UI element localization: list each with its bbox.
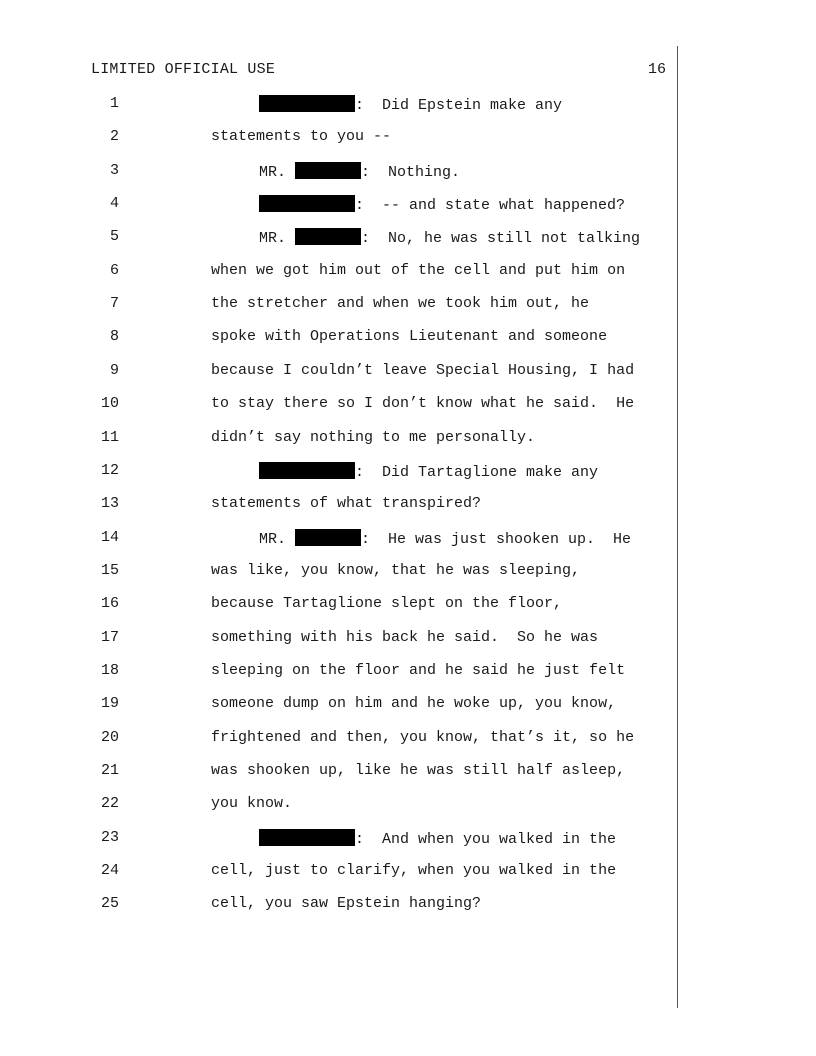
line-content: was like, you know, that he was sleeping, [211,561,581,579]
line-text [211,862,616,879]
transcript-line [0,195,670,215]
line-text [211,562,580,579]
line-content: because Tartaglione slept on the floor, [211,595,563,613]
line-text [259,162,460,181]
line-content: because I couldn’t leave Special Housing, I had [211,361,635,379]
transcript-line [0,362,670,382]
transcript-line [0,562,670,582]
line-content: something with his back he said. So he was [211,628,599,646]
redaction-box [295,228,361,245]
line-text [211,395,634,412]
line-number: 1 [109,95,119,112]
transcript-line [0,662,670,682]
line-content: : No, he was still not talking [361,230,641,248]
line-text [211,495,481,512]
line-content: : -- and state what happened? [355,197,626,215]
line-content: : Nothing. [361,163,461,181]
line-content: cell, just to clarify, when you walked in the [211,862,617,880]
line-number: 12 [100,461,119,479]
transcript-line [0,695,670,715]
redaction-box [259,95,355,112]
line-content: : And when you walked in the [355,830,617,848]
line-number: 5 [109,228,119,246]
redaction-box [295,529,361,546]
line-content: sleeping on the floor and he said he just felt [211,661,626,679]
speaker-prefix: MR. [259,230,296,248]
line-text [211,595,562,612]
transcript-line [0,262,670,282]
line-content: didn’t say nothing to me personally. [211,428,536,446]
page-number: 16 [648,61,667,78]
transcript-line [0,629,670,649]
line-number: 9 [109,361,119,379]
transcript-line [0,228,670,248]
line-content: : Did Epstein make any [355,97,563,114]
transcript-line [0,295,670,315]
line-text [259,829,616,848]
speaker-prefix: MR. [259,530,296,548]
line-number: 17 [100,628,119,646]
line-text [211,762,625,779]
line-number: 3 [109,161,119,179]
line-text [259,529,631,548]
redaction-box [295,162,361,179]
line-content: statements of what transpired? [211,495,482,513]
transcript-line [0,829,670,849]
transcript-line [0,462,670,482]
line-content: the stretcher and when we took him out, he [211,295,590,313]
line-text [211,662,625,679]
line-number: 13 [100,495,119,513]
transcript-line [0,729,670,749]
line-text [211,362,634,379]
line-text [211,328,607,345]
line-content: was shooken up, like he was still half asleep, [211,762,626,779]
line-text [211,629,598,646]
line-number: 21 [100,762,119,779]
line-content: cell, you saw Epstein hanging? [211,895,482,913]
line-text [211,695,616,712]
line-number: 18 [100,661,119,679]
line-number: 2 [109,128,119,146]
transcript-line [0,762,670,782]
line-text [259,95,562,114]
line-text [259,228,640,247]
line-number: 8 [109,328,119,346]
line-number: 24 [100,862,119,880]
line-content: you know. [211,795,293,813]
line-number: 20 [100,728,119,746]
line-text [259,195,625,214]
line-number: 25 [100,895,119,913]
redaction-box [259,829,355,846]
line-number: 4 [109,195,119,213]
line-content: frightened and then, you know, that’s it, so he [211,728,635,746]
line-number: 7 [109,295,119,313]
line-text [211,295,589,312]
line-content: someone dump on him and he woke up, you know, [211,695,617,713]
speaker-prefix: MR. [259,163,296,181]
line-text [211,729,634,746]
line-number: 11 [100,428,119,446]
transcript-line [0,328,670,348]
line-content: : Did Tartaglione make any [355,463,599,481]
line-number: 22 [100,795,119,813]
transcript-line [0,162,670,182]
line-text [211,128,391,145]
line-number: 14 [100,528,119,546]
transcript-line [0,395,670,415]
line-content: to stay there so I don’t know what he said. He [211,395,635,413]
transcript-line [0,529,670,549]
line-text [211,262,625,279]
line-text [211,895,481,912]
line-number: 6 [109,261,119,279]
transcript-line [0,95,670,115]
transcript-line [0,795,670,815]
transcript-line [0,595,670,615]
line-text [259,462,598,481]
transcript-line [0,495,670,515]
line-number: 10 [100,395,119,413]
line-content: when we got him out of the cell and put him on [211,261,626,279]
line-number: 15 [100,561,119,579]
line-text [211,429,535,446]
transcript-line [0,895,670,915]
line-number: 19 [100,695,119,713]
transcript-line [0,128,670,148]
redaction-box [259,462,355,479]
right-margin-rule [677,46,678,1008]
line-number: 23 [100,828,119,846]
line-content: spoke with Operations Lieutenant and someone [211,328,608,346]
line-text [211,795,292,812]
line-content: statements to you -- [211,128,392,146]
line-content: : He was just shooken up. He [361,530,632,548]
transcript-line [0,429,670,449]
line-number: 16 [100,595,119,613]
redaction-box [259,195,355,212]
security-marking: LIMITED OFFICIAL USE [91,61,276,78]
transcript-line [0,862,670,882]
